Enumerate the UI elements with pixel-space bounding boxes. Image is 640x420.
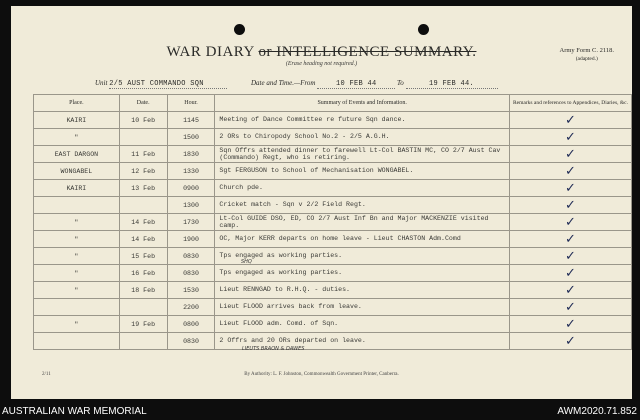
remark-tick: ✓ [509, 112, 631, 129]
summary-cell: Lt-Col GUIDE DSO, ED, CO 2/7 Aust Inf Bn and Major MACKENZIE visited camp. [215, 214, 510, 231]
place-cell: EAST DARGON [34, 146, 120, 163]
page-title [11, 44, 632, 61]
table-row [34, 248, 632, 265]
place-cell: " [34, 265, 120, 282]
unit-label: Unit [95, 79, 108, 87]
date-cell: 13 Feb [119, 180, 167, 197]
remark-tick: ✓ [509, 282, 631, 299]
handwritten-annotation: LIEUTS BRAON & DAWES [242, 346, 305, 352]
summary-cell: Tps engaged as working parties. [215, 265, 510, 282]
col-header-hour: Hour. [167, 95, 215, 112]
title-struck: or INTELLIGENCE SUMMARY. [258, 44, 477, 60]
table-header-row [34, 95, 632, 112]
date-cell: 18 Feb [119, 282, 167, 299]
hour-cell: 1330 [167, 163, 215, 180]
remark-tick: ✓ [509, 163, 631, 180]
diary-page [11, 6, 632, 399]
date-cell: 11 Feb [119, 146, 167, 163]
place-cell: " [34, 316, 120, 333]
remark-tick: ✓ [509, 299, 631, 316]
unit-value: 2/5 AUST COMMANDO SQN [109, 80, 204, 88]
place-cell [34, 333, 120, 350]
place-cell: " [34, 214, 120, 231]
date-cell: 14 Feb [119, 231, 167, 248]
place-cell [34, 197, 120, 214]
remark-tick: ✓ [509, 197, 631, 214]
punch-hole [234, 24, 245, 35]
summary-cell: Lieut RENNGAD to R.H.Q. - duties. [215, 282, 510, 299]
credit-accession: AWM2020.71.852 [557, 406, 637, 417]
table-row [34, 214, 632, 231]
remark-tick: ✓ [509, 265, 631, 282]
remark-tick: ✓ [509, 146, 631, 163]
place-cell: " [34, 231, 120, 248]
hour-cell: 1145 [167, 112, 215, 129]
date-cell: 19 Feb [119, 316, 167, 333]
remark-tick: ✓ [509, 248, 631, 265]
table-row [34, 333, 632, 350]
remark-tick: ✓ [509, 214, 631, 231]
col-header-summary: Summary of Events and Information. [215, 95, 510, 112]
diary-body [34, 112, 632, 350]
date-cell: 10 Feb [119, 112, 167, 129]
date-cell: 15 Feb [119, 248, 167, 265]
date-to-label: To [397, 79, 404, 87]
date-to-value: 19 FEB 44. [429, 80, 475, 88]
date-cell [119, 197, 167, 214]
hour-cell: 1830 [167, 146, 215, 163]
unit-line [95, 79, 227, 89]
table-row [34, 197, 632, 214]
hour-cell: 1300 [167, 197, 215, 214]
summary-cell: Sqn Offrs attended dinner to farewell Lt-Col BASTIN MC, CO 2/7 Aust Cav (Commando) Regt, who is retiring. [215, 146, 510, 163]
summary-cell: Sgt FERGUSON to School of Mechanisation WONGABEL. [215, 163, 510, 180]
col-header-remarks: Remarks and references to Appendices, Diaries, &c. [509, 95, 631, 112]
hour-cell: 0830 [167, 248, 215, 265]
credit-institution: AUSTRALIAN WAR MEMORIAL [2, 406, 147, 417]
hour-cell: 1730 [167, 214, 215, 231]
form-code: 2/11 [42, 372, 51, 377]
summary-cell: OC, Major KERR departs on home leave - Lieut CHASTON Adm.Comd [215, 231, 510, 248]
diary-table [33, 94, 632, 350]
hour-cell: 1500 [167, 129, 215, 146]
form-ref-label: Army Form C. 2118. [559, 47, 614, 54]
summary-cell: Church pde. [215, 180, 510, 197]
date-line [251, 79, 498, 89]
handwritten-annotation: SHQ [241, 259, 252, 265]
summary-cell: 2 ORs to Chiropody School No.2 - 2/5 A.G.H. [215, 129, 510, 146]
hour-cell: 0830 [167, 265, 215, 282]
credit-bar [0, 404, 640, 420]
title-main: WAR DIARY [166, 44, 255, 60]
date-cell: 14 Feb [119, 214, 167, 231]
table-row [34, 316, 632, 333]
punch-hole [418, 24, 429, 35]
date-cell [119, 129, 167, 146]
hour-cell: 1900 [167, 231, 215, 248]
hour-cell: 0900 [167, 180, 215, 197]
table-row [34, 180, 632, 197]
date-from-value: 10 FEB 44 [335, 80, 377, 88]
date-from-label: Date and Time.—From [251, 79, 316, 87]
title-subtitle: (Erase heading not required.) [285, 61, 358, 67]
hour-cell: 0800 [167, 316, 215, 333]
place-cell: " [34, 129, 120, 146]
place-cell: KAIRI [34, 112, 120, 129]
hour-cell: 0830 [167, 333, 215, 350]
table-row [34, 129, 632, 146]
form-ref-note: (adapted.) [575, 56, 598, 62]
table-row [34, 231, 632, 248]
form-reference [560, 47, 614, 63]
date-cell [119, 333, 167, 350]
summary-cell: 2 Offrs and 20 ORs departed on leave. [215, 333, 510, 350]
summary-cell: Meeting of Dance Committee re future Sqn dance. [215, 112, 510, 129]
remark-tick: ✓ [509, 231, 631, 248]
remark-tick: ✓ [509, 129, 631, 146]
table-row [34, 146, 632, 163]
table-row [34, 265, 632, 282]
place-cell: KAIRI [34, 180, 120, 197]
hour-cell: 1530 [167, 282, 215, 299]
place-cell: WONGABEL [34, 163, 120, 180]
table-row [34, 112, 632, 129]
table-row [34, 163, 632, 180]
table-row [34, 299, 632, 316]
summary-cell: Cricket match - Sqn v 2/2 Field Regt. [215, 197, 510, 214]
place-cell: " [34, 282, 120, 299]
place-cell: " [34, 248, 120, 265]
place-cell [34, 299, 120, 316]
summary-cell: Lieut FLOOD adm. Comd. of Sqn. [215, 316, 510, 333]
date-cell [119, 299, 167, 316]
summary-cell: Lieut FLOOD arrives back from leave. [215, 299, 510, 316]
col-header-place: Place. [34, 95, 120, 112]
table-row [34, 282, 632, 299]
printer-credit: By Authority: L. F. Johnston, Commonwealth Government Printer, Canberra. [244, 372, 399, 377]
remark-tick: ✓ [509, 333, 631, 350]
remark-tick: ✓ [509, 316, 631, 333]
col-header-date: Date. [119, 95, 167, 112]
date-cell: 16 Feb [119, 265, 167, 282]
date-cell: 12 Feb [119, 163, 167, 180]
hour-cell: 2200 [167, 299, 215, 316]
remark-tick: ✓ [509, 180, 631, 197]
summary-cell: Tps engaged as working parties. [215, 248, 510, 265]
